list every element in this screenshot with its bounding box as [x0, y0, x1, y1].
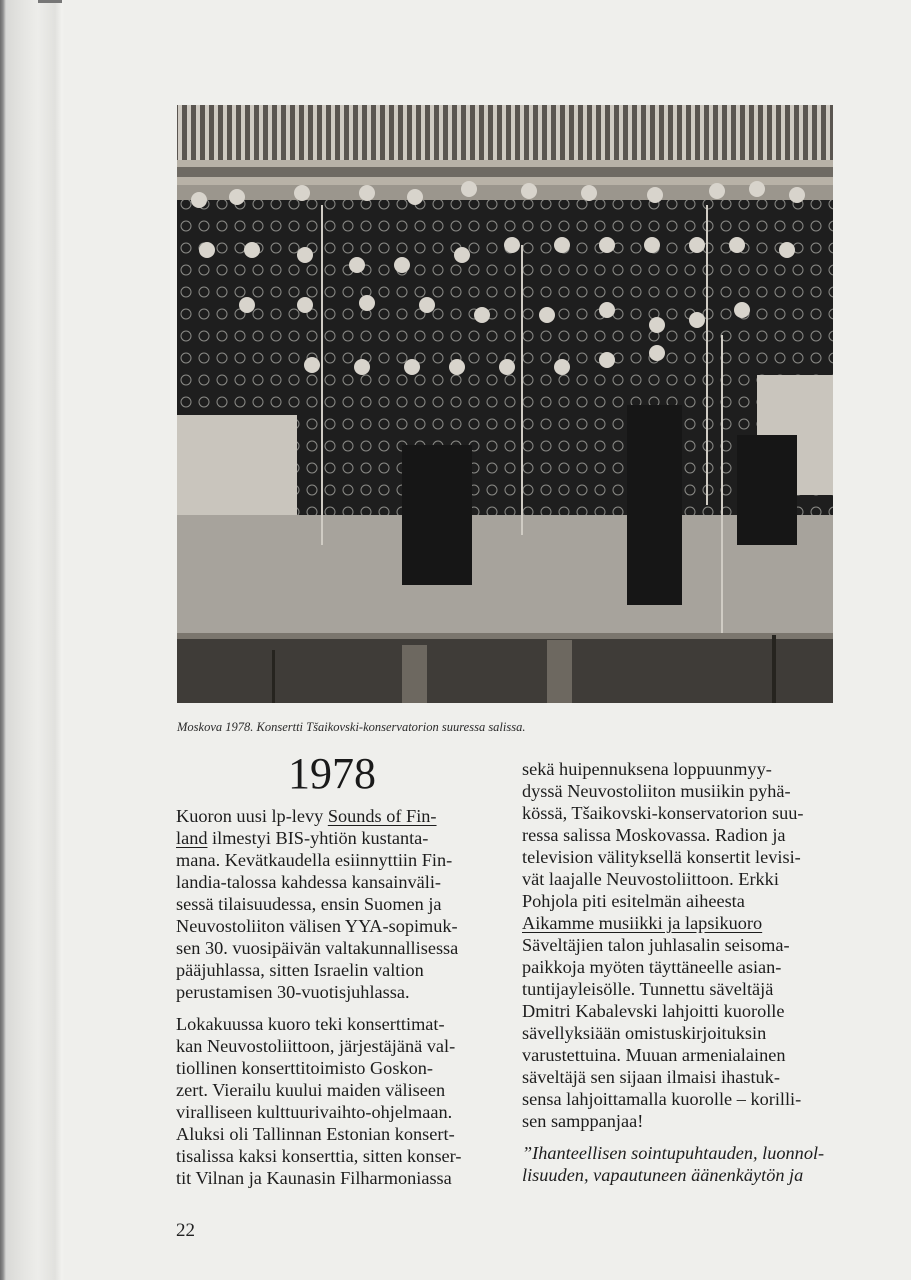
text-segment: perustamisen 30-vuotisjuhlassa.	[176, 982, 410, 1002]
text-line	[522, 978, 842, 1000]
text-segment: mana. Kevätkaudella esiinnyttiin Fin-	[176, 850, 453, 870]
text-line	[522, 758, 842, 780]
text-line	[176, 1013, 496, 1035]
underlined-title: land	[176, 828, 208, 848]
paragraph	[522, 1142, 842, 1186]
underlined-title: Aikamme musiikki ja lapsikuoro	[522, 913, 763, 933]
text-segment: Dmitri Kabalevski lahjoitti kuorolle	[522, 1001, 785, 1021]
text-segment: dyssä Neuvostoliiton musiikin pyhä-	[522, 781, 791, 801]
text-line	[522, 802, 842, 824]
text-segment: paikkoja myöten täyttäneelle asian-	[522, 957, 782, 977]
organ-pipes	[177, 105, 833, 160]
text-segment: pääjuhlassa, sitten Israelin valtion	[176, 960, 424, 980]
text-line	[522, 1110, 842, 1132]
photo-illustration	[177, 105, 833, 703]
text-line	[522, 934, 842, 956]
photo-caption: Moskova 1978. Konsertti Tšaikovski-konservatorion suuressa salissa.	[177, 720, 526, 734]
text-line	[176, 1167, 496, 1189]
text-segment: television välityksellä konsertit levisi-	[522, 847, 801, 867]
text-segment: ressa salissa Moskovassa. Radion ja	[522, 825, 786, 845]
text-segment: Pohjola piti esitelmän aiheesta	[522, 891, 745, 911]
text-line	[522, 1000, 842, 1022]
text-line	[176, 1035, 496, 1057]
text-line	[176, 1101, 496, 1123]
text-segment: Kuoron uusi lp-levy	[176, 806, 328, 826]
text-line	[176, 1057, 496, 1079]
choir-concert-photo	[177, 105, 833, 703]
text-segment: vät laajalle Neuvostoliittoon. Erkki	[522, 869, 779, 889]
text-segment: tisalissa kaksi konserttia, sitten konser-	[176, 1146, 462, 1166]
text-segment: Lokakuussa kuoro teki konserttimat-	[176, 1014, 445, 1034]
text-segment: varustettuina. Muuan armenialainen	[522, 1045, 786, 1065]
text-line	[522, 1022, 842, 1044]
text-line	[176, 915, 496, 937]
text-segment: sen samppanjaa!	[522, 1111, 644, 1131]
text-line	[522, 956, 842, 978]
text-segment: sävellyksiään omistuskirjoituksin	[522, 1023, 767, 1043]
text-line	[176, 981, 496, 1003]
text-line	[176, 849, 496, 871]
left-text-column	[176, 805, 496, 1199]
text-segment: Aluksi oli Tallinnan Estonian konsert-	[176, 1124, 455, 1144]
text-segment: säveltäjä sen sijaan ilmaisi ihastuk-	[522, 1067, 780, 1087]
text-line	[522, 1164, 842, 1186]
text-segment: sekä huipennuksena loppuunmyy-	[522, 759, 772, 779]
page-number: 22	[176, 1220, 195, 1241]
text-segment: viralliseen kulttuurivaihto-ohjelmaan.	[176, 1102, 453, 1122]
text-line	[522, 1044, 842, 1066]
text-line	[176, 959, 496, 981]
year-heading: 1978	[288, 749, 376, 798]
text-segment: Neuvostoliiton välisen YYA-sopimuk-	[176, 916, 458, 936]
text-line	[522, 846, 842, 868]
text-line	[176, 827, 496, 849]
text-line	[176, 1145, 496, 1167]
text-line	[522, 912, 842, 934]
text-segment: zert. Vierailu kuului maiden väliseen	[176, 1080, 446, 1100]
book-binding-edge	[0, 0, 64, 1280]
paragraph	[176, 1013, 496, 1189]
text-line	[176, 893, 496, 915]
text-segment: kössä, Tšaikovski-konservatorion suu-	[522, 803, 804, 823]
text-line	[522, 1066, 842, 1088]
text-line	[522, 780, 842, 802]
text-segment: ilmestyi BIS-yhtiön kustanta-	[207, 828, 429, 848]
text-line	[522, 824, 842, 846]
text-segment: Säveltäjien talon juhlasalin seisoma-	[522, 935, 790, 955]
text-line	[176, 1123, 496, 1145]
text-segment: sessä tilaisuudessa, ensin Suomen ja	[176, 894, 442, 914]
text-segment: sen 30. vuosipäivän valtakunnallisessa	[176, 938, 459, 958]
text-segment: tit Vilnan ja Kaunasin Filharmoniassa	[176, 1168, 452, 1188]
text-segment: landia-talossa kahdessa kansainväli-	[176, 872, 441, 892]
text-segment: lisuuden, vapautuneen äänenkäytön ja	[522, 1165, 804, 1185]
right-text-column	[522, 758, 842, 1196]
text-line	[522, 1142, 842, 1164]
text-line	[176, 805, 496, 827]
text-line	[176, 871, 496, 893]
text-segment: sensa lahjoittamalla kuorolle – korilli-	[522, 1089, 802, 1109]
underlined-title: Sounds of Fin-	[327, 806, 437, 826]
binding-tab	[38, 0, 62, 3]
text-segment: tuntijayleisölle. Tunnettu säveltäjä	[522, 979, 774, 999]
text-line	[522, 1088, 842, 1110]
paragraph	[176, 805, 496, 1003]
text-segment: tiollinen konserttitoimisto Goskon-	[176, 1058, 433, 1078]
text-segment: kan Neuvostoliittoon, järjestäjänä val-	[176, 1036, 456, 1056]
text-line	[176, 1079, 496, 1101]
text-segment: ”Ihanteellisen sointupuhtauden, luonnol-	[522, 1143, 825, 1163]
text-line	[522, 890, 842, 912]
paragraph	[522, 758, 842, 1132]
text-line	[522, 868, 842, 890]
text-line	[176, 937, 496, 959]
